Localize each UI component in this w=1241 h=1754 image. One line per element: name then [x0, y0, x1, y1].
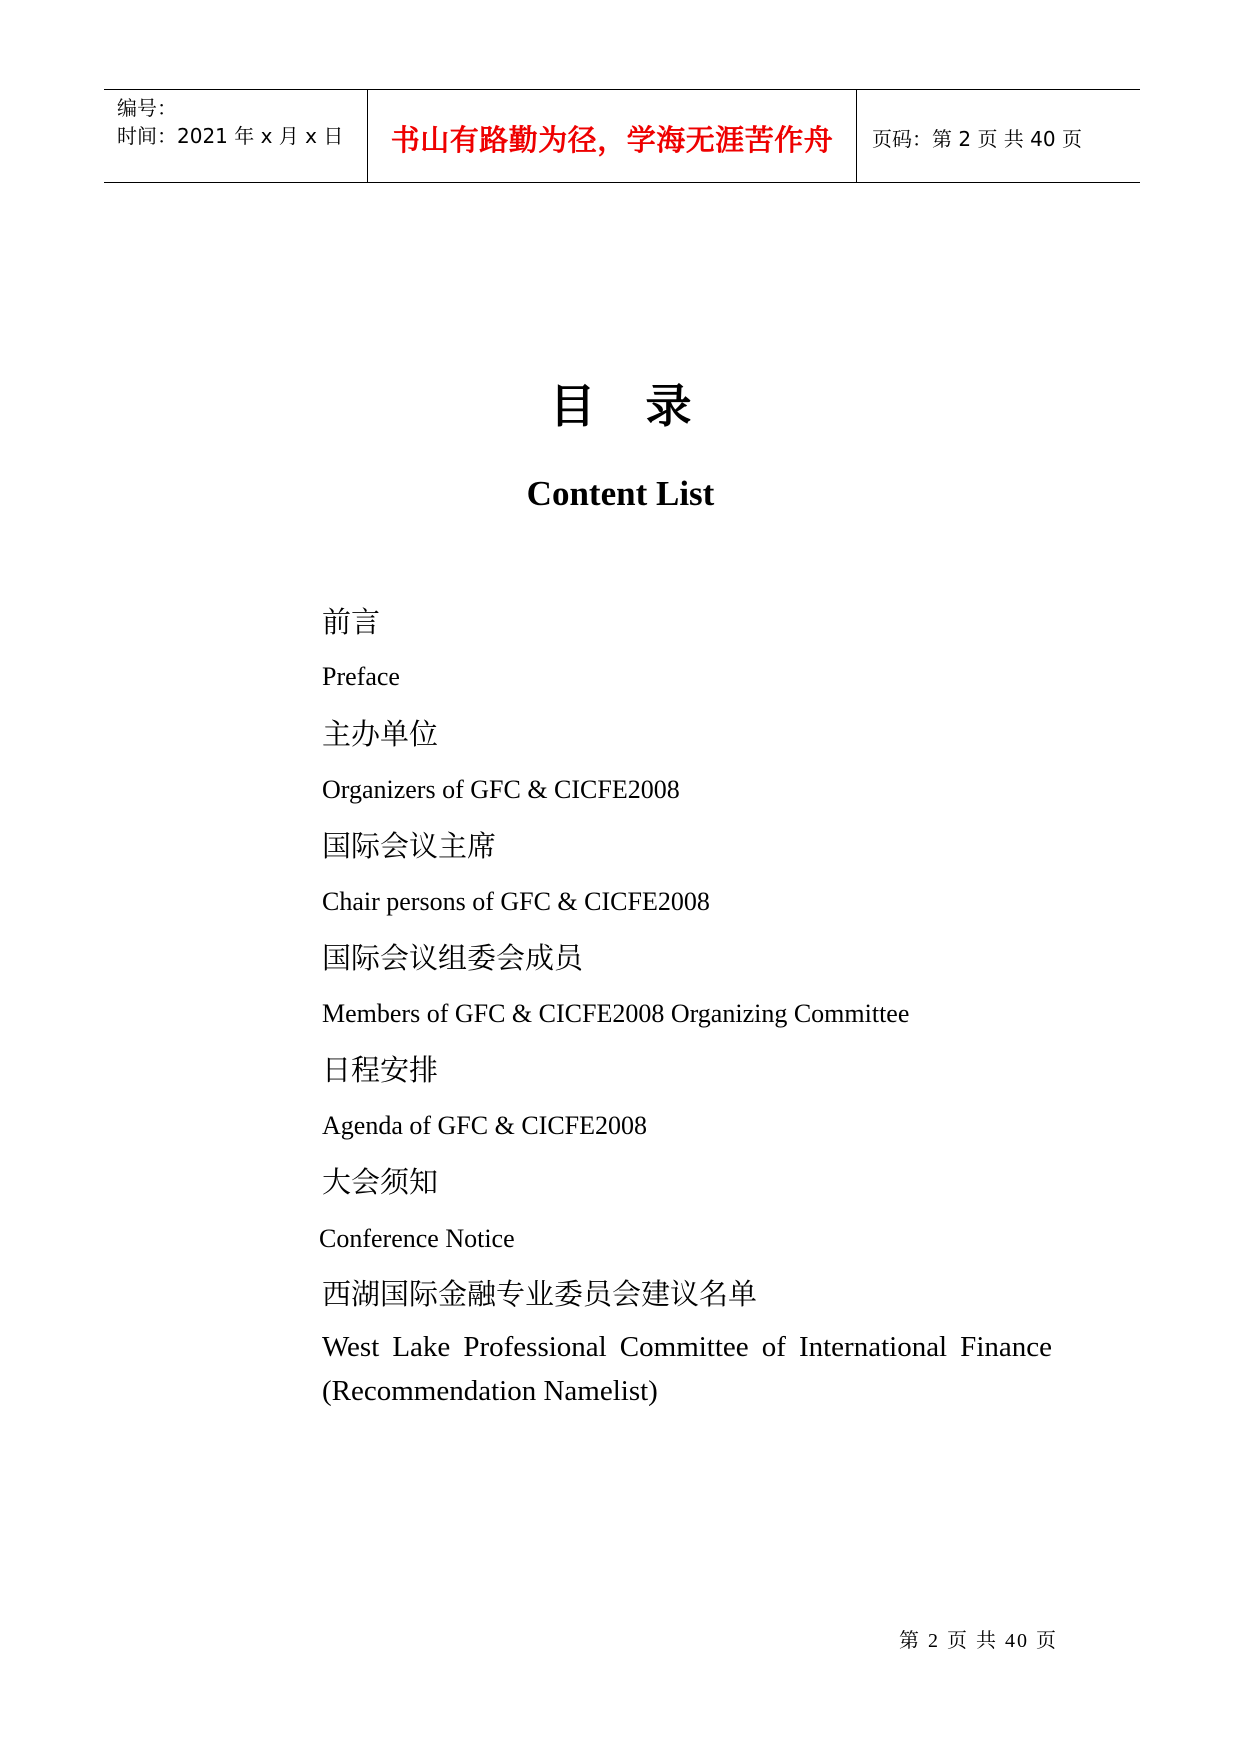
- toc-item-chairpersons-en[interactable]: Chair persons of GFC & CICFE2008: [322, 887, 710, 916]
- toc-item-organizers-en[interactable]: Organizers of GFC & CICFE2008: [322, 775, 680, 804]
- toc-item-committee-members-cn[interactable]: 国际会议组委会成员: [322, 941, 584, 975]
- document-date: 时间：2021 年 x 月 x 日: [117, 124, 344, 148]
- toc-item-notice-en[interactable]: Conference Notice: [319, 1224, 515, 1253]
- header-page-cell: [858, 90, 1140, 182]
- toc-item-namelist-cn[interactable]: 西湖国际金融专业委员会建议名单: [322, 1277, 758, 1311]
- page-footer-number: 第 2 页 共 40 页: [899, 1630, 1058, 1652]
- header-motto: 书山有路勤为径，学海无涯苦作舟: [390, 123, 834, 157]
- toc-item-agenda-cn[interactable]: 日程安排: [322, 1053, 439, 1087]
- toc-item-notice-cn[interactable]: 大会须知: [322, 1165, 439, 1199]
- header-meta-cell: [104, 90, 368, 182]
- toc-item-agenda-en[interactable]: Agenda of GFC & CICFE2008: [322, 1111, 647, 1140]
- toc-item-namelist-en[interactable]: West Lake Professional Committee of International Finance (Recommendation Namelist): [322, 1331, 1052, 1407]
- toc-item-preface-cn[interactable]: 前言: [322, 605, 381, 639]
- header-motto-cell: [368, 90, 857, 182]
- page-title-english: Content List: [526, 474, 715, 513]
- toc-item-committee-members-en[interactable]: Members of GFC & CICFE2008 Organizing Committee: [322, 999, 910, 1028]
- toc-item-preface-en[interactable]: Preface: [322, 662, 400, 691]
- header-page-info: 页码：第 2 页 共 40 页: [872, 127, 1082, 151]
- toc-item-chairpersons-cn[interactable]: 国际会议主席: [322, 829, 497, 863]
- document-number-label: 编号：: [117, 96, 177, 120]
- toc-item-organizers-cn[interactable]: 主办单位: [322, 717, 439, 751]
- page-title-chinese: 目录: [549, 379, 742, 433]
- page-header: [104, 89, 1140, 183]
